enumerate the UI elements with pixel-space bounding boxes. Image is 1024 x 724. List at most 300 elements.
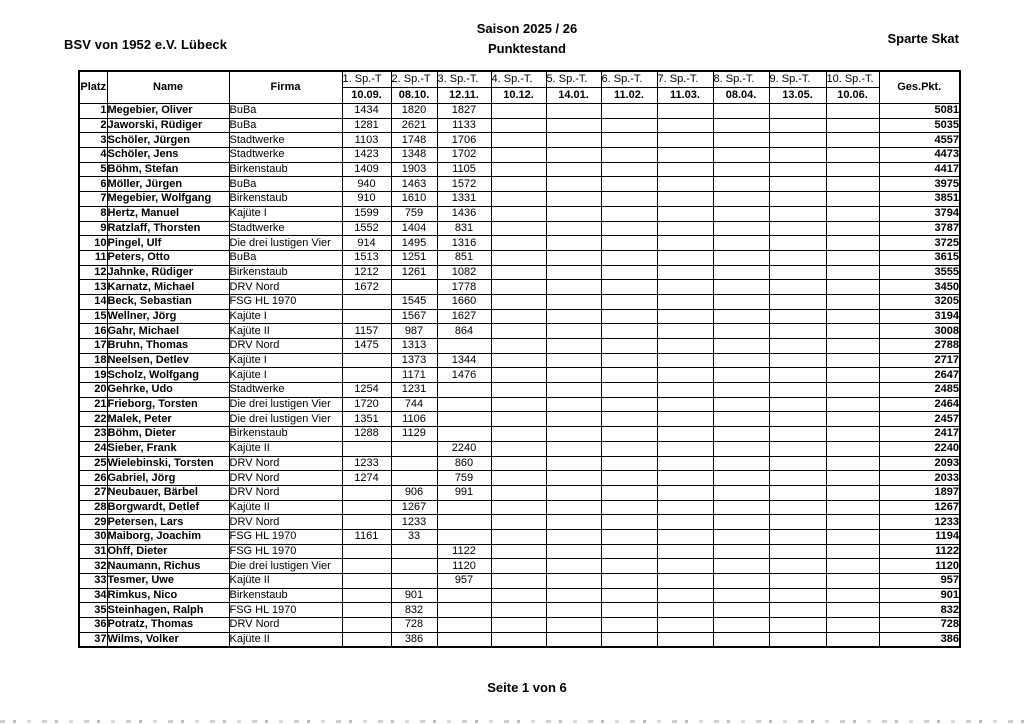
score-cell-round-3 xyxy=(437,603,491,618)
table-row xyxy=(79,324,960,339)
score-cell-round-9 xyxy=(769,162,826,177)
rank-cell: 24 xyxy=(79,441,107,456)
score-cell-round-2: 1610 xyxy=(391,192,437,207)
score-cell-round-4 xyxy=(491,618,546,633)
table-row xyxy=(79,118,960,133)
score-cell-round-1: 1212 xyxy=(342,265,391,280)
total-cell: 3555 xyxy=(879,265,960,280)
company-cell: BuBa xyxy=(229,104,342,119)
total-cell: 3725 xyxy=(879,236,960,251)
score-cell-round-6 xyxy=(601,441,657,456)
score-cell-round-5 xyxy=(546,500,601,515)
score-cell-round-3: 1120 xyxy=(437,559,491,574)
company-cell: Birkenstaub xyxy=(229,265,342,280)
score-cell-round-5 xyxy=(546,236,601,251)
score-cell-round-8 xyxy=(713,368,769,383)
name-cell: Naumann, Richus xyxy=(107,559,229,574)
rank-cell: 31 xyxy=(79,544,107,559)
score-cell-round-7 xyxy=(657,221,713,236)
scan-artifact-line xyxy=(0,720,1024,723)
table-row xyxy=(79,265,960,280)
score-cell-round-8 xyxy=(713,236,769,251)
score-cell-round-8 xyxy=(713,339,769,354)
score-cell-round-8 xyxy=(713,529,769,544)
score-cell-round-2: 1495 xyxy=(391,236,437,251)
total-cell: 1897 xyxy=(879,485,960,500)
score-cell-round-9 xyxy=(769,206,826,221)
score-cell-round-5 xyxy=(546,383,601,398)
company-cell: Birkenstaub xyxy=(229,588,342,603)
name-cell: Pingel, Ulf xyxy=(107,236,229,251)
score-cell-round-5 xyxy=(546,456,601,471)
table-row xyxy=(79,632,960,647)
total-cell: 2033 xyxy=(879,471,960,486)
score-cell-round-3 xyxy=(437,427,491,442)
score-cell-round-3: 1122 xyxy=(437,544,491,559)
score-cell-round-8 xyxy=(713,192,769,207)
company-cell: Kajüte I xyxy=(229,206,342,221)
total-cell: 3450 xyxy=(879,280,960,295)
company-cell: Die drei lustigen Vier xyxy=(229,397,342,412)
score-cell-round-8 xyxy=(713,456,769,471)
score-cell-round-6 xyxy=(601,236,657,251)
score-cell-round-4 xyxy=(491,148,546,163)
name-cell: Schöler, Jens xyxy=(107,148,229,163)
company-cell: DRV Nord xyxy=(229,280,342,295)
score-cell-round-3: 759 xyxy=(437,471,491,486)
total-cell: 1233 xyxy=(879,515,960,530)
score-cell-round-8 xyxy=(713,515,769,530)
column-header-round-6: 6. Sp.-T. xyxy=(601,71,657,88)
score-cell-round-10 xyxy=(826,148,879,163)
column-header-round-8: 8. Sp.-T. xyxy=(713,71,769,88)
name-cell: Neubauer, Bärbel xyxy=(107,485,229,500)
score-cell-round-4 xyxy=(491,324,546,339)
score-cell-round-6 xyxy=(601,618,657,633)
total-cell: 2417 xyxy=(879,427,960,442)
score-cell-round-4 xyxy=(491,368,546,383)
score-cell-round-2: 728 xyxy=(391,618,437,633)
score-cell-round-5 xyxy=(546,162,601,177)
page-number: Seite 1 von 6 xyxy=(487,680,567,695)
company-cell: Stadtwerke xyxy=(229,221,342,236)
score-cell-round-10 xyxy=(826,309,879,324)
score-cell-round-9 xyxy=(769,471,826,486)
name-cell: Beck, Sebastian xyxy=(107,294,229,309)
score-cell-round-9 xyxy=(769,456,826,471)
table-row xyxy=(79,618,960,633)
score-cell-round-2 xyxy=(391,456,437,471)
document-title-block xyxy=(30,21,1024,56)
score-cell-round-10 xyxy=(826,485,879,500)
name-cell: Schöler, Jürgen xyxy=(107,133,229,148)
score-cell-round-8 xyxy=(713,397,769,412)
score-cell-round-9 xyxy=(769,118,826,133)
rank-cell: 18 xyxy=(79,353,107,368)
score-cell-round-3: 1082 xyxy=(437,265,491,280)
score-cell-round-6 xyxy=(601,427,657,442)
company-cell: Kajüte II xyxy=(229,574,342,589)
score-cell-round-3: 1316 xyxy=(437,236,491,251)
score-cell-round-2 xyxy=(391,559,437,574)
score-cell-round-6 xyxy=(601,485,657,500)
score-cell-round-9 xyxy=(769,441,826,456)
table-row xyxy=(79,603,960,618)
rank-cell: 37 xyxy=(79,632,107,647)
score-cell-round-8 xyxy=(713,383,769,398)
score-cell-round-7 xyxy=(657,397,713,412)
score-cell-round-3 xyxy=(437,383,491,398)
score-cell-round-9 xyxy=(769,265,826,280)
table-row xyxy=(79,309,960,324)
name-cell: Megebier, Oliver xyxy=(107,104,229,119)
score-cell-round-8 xyxy=(713,309,769,324)
score-cell-round-2: 33 xyxy=(391,529,437,544)
score-cell-round-3 xyxy=(437,515,491,530)
score-cell-round-6 xyxy=(601,339,657,354)
score-cell-round-5 xyxy=(546,133,601,148)
company-cell: FSG HL 1970 xyxy=(229,603,342,618)
table-row xyxy=(79,588,960,603)
score-cell-round-4 xyxy=(491,265,546,280)
score-cell-round-4 xyxy=(491,309,546,324)
table-row xyxy=(79,236,960,251)
score-cell-round-9 xyxy=(769,397,826,412)
rank-cell: 14 xyxy=(79,294,107,309)
score-cell-round-1 xyxy=(342,485,391,500)
name-cell: Wellner, Jörg xyxy=(107,309,229,324)
score-cell-round-7 xyxy=(657,383,713,398)
score-cell-round-1 xyxy=(342,353,391,368)
score-cell-round-3: 1344 xyxy=(437,353,491,368)
score-cell-round-7 xyxy=(657,250,713,265)
score-cell-round-9 xyxy=(769,559,826,574)
score-cell-round-6 xyxy=(601,309,657,324)
score-cell-round-5 xyxy=(546,588,601,603)
score-cell-round-3 xyxy=(437,529,491,544)
score-cell-round-3: 1436 xyxy=(437,206,491,221)
score-cell-round-8 xyxy=(713,441,769,456)
score-cell-round-6 xyxy=(601,324,657,339)
score-cell-round-8 xyxy=(713,485,769,500)
score-cell-round-4 xyxy=(491,471,546,486)
score-cell-round-1 xyxy=(342,294,391,309)
table-row xyxy=(79,148,960,163)
table-row xyxy=(79,412,960,427)
score-cell-round-2: 1903 xyxy=(391,162,437,177)
score-cell-round-2: 1373 xyxy=(391,353,437,368)
score-cell-round-5 xyxy=(546,529,601,544)
column-header-platz: Platz xyxy=(79,71,107,104)
name-cell: Malek, Peter xyxy=(107,412,229,427)
rank-cell: 7 xyxy=(79,192,107,207)
score-cell-round-10 xyxy=(826,250,879,265)
name-cell: Hertz, Manuel xyxy=(107,206,229,221)
score-cell-round-4 xyxy=(491,397,546,412)
company-cell: Kajüte II xyxy=(229,632,342,647)
column-header-date-6: 11.02. xyxy=(601,88,657,104)
score-cell-round-3: 831 xyxy=(437,221,491,236)
score-cell-round-6 xyxy=(601,280,657,295)
score-cell-round-4 xyxy=(491,236,546,251)
score-cell-round-2: 1348 xyxy=(391,148,437,163)
score-cell-round-1: 1281 xyxy=(342,118,391,133)
score-cell-round-6 xyxy=(601,162,657,177)
company-cell: BuBa xyxy=(229,250,342,265)
score-cell-round-10 xyxy=(826,133,879,148)
score-cell-round-3: 1706 xyxy=(437,133,491,148)
score-cell-round-6 xyxy=(601,133,657,148)
total-cell: 2093 xyxy=(879,456,960,471)
name-cell: Sieber, Frank xyxy=(107,441,229,456)
score-cell-round-2 xyxy=(391,280,437,295)
score-cell-round-6 xyxy=(601,456,657,471)
column-header-round-1: 1. Sp.-T xyxy=(342,71,391,88)
company-cell: Birkenstaub xyxy=(229,162,342,177)
score-cell-round-7 xyxy=(657,192,713,207)
score-cell-round-6 xyxy=(601,632,657,647)
score-cell-round-5 xyxy=(546,618,601,633)
score-cell-round-6 xyxy=(601,104,657,119)
table-row xyxy=(79,485,960,500)
score-cell-round-10 xyxy=(826,397,879,412)
score-cell-round-3 xyxy=(437,618,491,633)
score-cell-round-7 xyxy=(657,162,713,177)
score-cell-round-9 xyxy=(769,280,826,295)
column-header-date-9: 13.05. xyxy=(769,88,826,104)
score-cell-round-1: 914 xyxy=(342,236,391,251)
score-cell-round-2: 759 xyxy=(391,206,437,221)
section-label: Sparte Skat xyxy=(887,31,959,46)
score-cell-round-1 xyxy=(342,441,391,456)
score-cell-round-6 xyxy=(601,148,657,163)
score-cell-round-6 xyxy=(601,383,657,398)
name-cell: Karnatz, Michael xyxy=(107,280,229,295)
table-row xyxy=(79,192,960,207)
score-cell-round-3: 957 xyxy=(437,574,491,589)
score-cell-round-9 xyxy=(769,544,826,559)
score-cell-round-5 xyxy=(546,603,601,618)
score-cell-round-7 xyxy=(657,618,713,633)
name-cell: Gehrke, Udo xyxy=(107,383,229,398)
score-cell-round-4 xyxy=(491,177,546,192)
rank-cell: 34 xyxy=(79,588,107,603)
score-cell-round-4 xyxy=(491,250,546,265)
standings-table xyxy=(78,70,961,648)
score-cell-round-8 xyxy=(713,427,769,442)
table-row xyxy=(79,250,960,265)
company-cell: Kajüte II xyxy=(229,324,342,339)
table-row xyxy=(79,456,960,471)
score-cell-round-6 xyxy=(601,471,657,486)
rank-cell: 26 xyxy=(79,471,107,486)
rank-cell: 22 xyxy=(79,412,107,427)
name-cell: Potratz, Thomas xyxy=(107,618,229,633)
column-header-date-1: 10.09. xyxy=(342,88,391,104)
score-cell-round-9 xyxy=(769,294,826,309)
company-cell: FSG HL 1970 xyxy=(229,294,342,309)
score-cell-round-1 xyxy=(342,559,391,574)
column-header-round-2: 2. Sp.-T xyxy=(391,71,437,88)
score-cell-round-7 xyxy=(657,412,713,427)
score-cell-round-5 xyxy=(546,412,601,427)
score-cell-round-1 xyxy=(342,588,391,603)
score-cell-round-3: 1702 xyxy=(437,148,491,163)
score-cell-round-8 xyxy=(713,104,769,119)
company-cell: Kajüte II xyxy=(229,441,342,456)
score-cell-round-4 xyxy=(491,118,546,133)
score-cell-round-4 xyxy=(491,500,546,515)
table-row xyxy=(79,544,960,559)
score-cell-round-5 xyxy=(546,353,601,368)
score-cell-round-10 xyxy=(826,294,879,309)
name-cell: Gahr, Michael xyxy=(107,324,229,339)
score-cell-round-8 xyxy=(713,177,769,192)
score-cell-round-9 xyxy=(769,221,826,236)
score-cell-round-10 xyxy=(826,383,879,398)
column-header-firma: Firma xyxy=(229,71,342,104)
table-header-row-labels xyxy=(79,71,960,88)
score-cell-round-7 xyxy=(657,177,713,192)
total-cell: 5035 xyxy=(879,118,960,133)
score-cell-round-5 xyxy=(546,515,601,530)
score-cell-round-2: 1463 xyxy=(391,177,437,192)
rank-cell: 36 xyxy=(79,618,107,633)
total-cell: 2464 xyxy=(879,397,960,412)
company-cell: Birkenstaub xyxy=(229,192,342,207)
company-cell: Stadtwerke xyxy=(229,383,342,398)
company-cell: DRV Nord xyxy=(229,339,342,354)
total-cell: 3975 xyxy=(879,177,960,192)
score-cell-round-9 xyxy=(769,574,826,589)
score-cell-round-2: 987 xyxy=(391,324,437,339)
rank-cell: 21 xyxy=(79,397,107,412)
total-cell: 3851 xyxy=(879,192,960,207)
rank-cell: 27 xyxy=(79,485,107,500)
rank-cell: 2 xyxy=(79,118,107,133)
score-cell-round-10 xyxy=(826,515,879,530)
score-cell-round-10 xyxy=(826,236,879,251)
score-cell-round-9 xyxy=(769,148,826,163)
rank-cell: 16 xyxy=(79,324,107,339)
company-cell: Die drei lustigen Vier xyxy=(229,412,342,427)
name-cell: Steinhagen, Ralph xyxy=(107,603,229,618)
score-cell-round-10 xyxy=(826,206,879,221)
score-cell-round-10 xyxy=(826,368,879,383)
score-cell-round-5 xyxy=(546,250,601,265)
score-cell-round-9 xyxy=(769,588,826,603)
rank-cell: 4 xyxy=(79,148,107,163)
score-cell-round-3 xyxy=(437,500,491,515)
score-cell-round-5 xyxy=(546,427,601,442)
score-cell-round-5 xyxy=(546,309,601,324)
table-row xyxy=(79,500,960,515)
score-cell-round-2: 1567 xyxy=(391,309,437,324)
score-cell-round-4 xyxy=(491,339,546,354)
score-cell-round-7 xyxy=(657,456,713,471)
score-cell-round-1: 1274 xyxy=(342,471,391,486)
score-cell-round-4 xyxy=(491,383,546,398)
rank-cell: 9 xyxy=(79,221,107,236)
score-cell-round-10 xyxy=(826,192,879,207)
score-cell-round-10 xyxy=(826,529,879,544)
score-cell-round-1: 1720 xyxy=(342,397,391,412)
score-cell-round-1 xyxy=(342,368,391,383)
score-cell-round-2: 1233 xyxy=(391,515,437,530)
total-cell: 957 xyxy=(879,574,960,589)
column-header-date-2: 08.10. xyxy=(391,88,437,104)
total-cell: 2457 xyxy=(879,412,960,427)
rank-cell: 17 xyxy=(79,339,107,354)
score-cell-round-8 xyxy=(713,500,769,515)
score-cell-round-1: 910 xyxy=(342,192,391,207)
score-cell-round-9 xyxy=(769,339,826,354)
score-cell-round-6 xyxy=(601,206,657,221)
score-cell-round-3 xyxy=(437,412,491,427)
score-cell-round-2: 1106 xyxy=(391,412,437,427)
score-cell-round-8 xyxy=(713,471,769,486)
total-cell: 1194 xyxy=(879,529,960,544)
score-cell-round-9 xyxy=(769,383,826,398)
score-cell-round-1 xyxy=(342,603,391,618)
score-cell-round-2: 1748 xyxy=(391,133,437,148)
score-cell-round-7 xyxy=(657,544,713,559)
score-cell-round-9 xyxy=(769,485,826,500)
score-cell-round-3: 1476 xyxy=(437,368,491,383)
score-cell-round-6 xyxy=(601,588,657,603)
score-cell-round-7 xyxy=(657,118,713,133)
score-cell-round-8 xyxy=(713,618,769,633)
rank-cell: 11 xyxy=(79,250,107,265)
score-cell-round-4 xyxy=(491,515,546,530)
score-cell-round-3: 1778 xyxy=(437,280,491,295)
score-cell-round-4 xyxy=(491,294,546,309)
score-cell-round-6 xyxy=(601,221,657,236)
score-cell-round-4 xyxy=(491,280,546,295)
score-cell-round-7 xyxy=(657,236,713,251)
score-cell-round-4 xyxy=(491,206,546,221)
company-cell: Kajüte I xyxy=(229,309,342,324)
rank-cell: 19 xyxy=(79,368,107,383)
name-cell: Borgwardt, Detlef xyxy=(107,500,229,515)
score-cell-round-1 xyxy=(342,309,391,324)
table-row xyxy=(79,206,960,221)
total-cell: 1120 xyxy=(879,559,960,574)
score-cell-round-3 xyxy=(437,588,491,603)
score-cell-round-5 xyxy=(546,118,601,133)
score-cell-round-4 xyxy=(491,192,546,207)
score-cell-round-5 xyxy=(546,574,601,589)
score-cell-round-10 xyxy=(826,339,879,354)
score-cell-round-10 xyxy=(826,544,879,559)
total-cell: 3787 xyxy=(879,221,960,236)
score-cell-round-10 xyxy=(826,177,879,192)
score-cell-round-9 xyxy=(769,250,826,265)
score-cell-round-7 xyxy=(657,206,713,221)
name-cell: Petersen, Lars xyxy=(107,515,229,530)
score-cell-round-4 xyxy=(491,441,546,456)
score-cell-round-2: 386 xyxy=(391,632,437,647)
name-cell: Bruhn, Thomas xyxy=(107,339,229,354)
score-cell-round-10 xyxy=(826,162,879,177)
total-cell: 3794 xyxy=(879,206,960,221)
score-cell-round-5 xyxy=(546,280,601,295)
column-header-round-5: 5. Sp.-T. xyxy=(546,71,601,88)
score-cell-round-1: 1254 xyxy=(342,383,391,398)
score-cell-round-7 xyxy=(657,559,713,574)
rank-cell: 32 xyxy=(79,559,107,574)
score-cell-round-2: 1820 xyxy=(391,104,437,119)
